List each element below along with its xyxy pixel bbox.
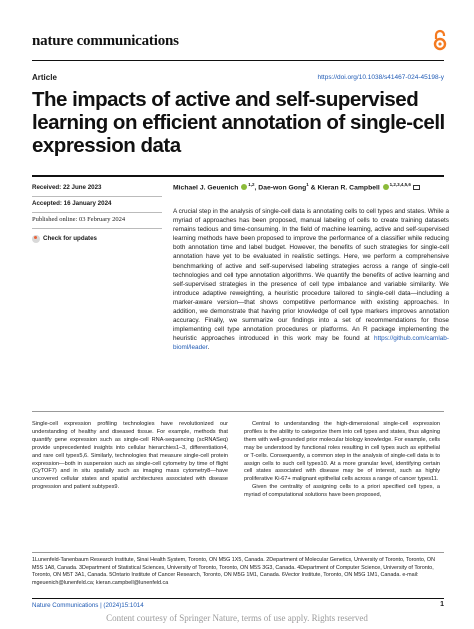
body-paragraph: Given the centrality of assigning cells to a priori specified cell types, a myriad of computational solutions have been proposed, (244, 484, 440, 499)
footer-rule (32, 598, 444, 599)
abstract-text: A crucial step in the analysis of single-cell data is annotating cells to cell types and states. While a myriad of approaches has been proposed, manual labeling of cells to create training datasets remains tedious and time-consuming. In the field of machine learning, active and self-supervised learning methods have been proposed to improve the performance of a classifier while reducing both annotation time and label budget. However, the benefits of such strategies for single-cell annotation have yet to be evaluated in realistic settings. Here, we perform a comprehensive benchmarking of active and self-supervised labeling strategies across a range of single-cell technologies and cell type annotation algorithms. We quantify the benefits of active learning and self-supervised strategies in the presence of cell type imbalance and variable similarity. We introduce adaptive reweighting, a heuristic procedure tailored to single-cell data—including a marker-aware version—that shows competitive performance with existing approaches. In addition, we demonstrate that having prior knowledge of cell type markers improves annotation accuracy. Finally, we summarize our findings into a set of recommendations for those implementing cell type annotation procedures or platforms. An R package implementing the heuristic approaches introduced in this work may be found at (173, 208, 450, 343)
body-paragraph: Single-cell expression profiling technologies have revolutionized our understanding of healthy and diseased tissue. For example, methods that quantify gene expression such as single-cell RNA-sequencing (scRNASeq) provide unprecedented insights into cellular hierarchies1–3, differentiation4, and rare cell types5,6. Similarly, technologies that measure single-cell protein expression—both in suspension such as single-cell cytometry by time of flight (CyTOF7) and in situ spatially such as imaging mass cytometry8—have uncovered cellular states and spatial architectures associated with disease progression and patient subtypes9. (32, 421, 228, 491)
citation: Nature Communications | (2024)15:1014 (32, 602, 144, 609)
abstract (173, 207, 449, 353)
published-date: Published online: 03 February 2024 (32, 213, 162, 229)
author-list (173, 182, 420, 191)
github-link[interactable]: https://github.com/camlab-bioml/leader (173, 335, 449, 352)
body-column-left (32, 421, 228, 492)
watermark: Content courtesy of Springer Nature, terms of use apply. Rights reserved (106, 613, 368, 623)
affiliation-ref: 1,2 (248, 182, 255, 187)
open-access-icon (433, 29, 447, 51)
affiliations: 1Lunenfeld-Tanenbaum Research Institute, Sinai Health System, Toronto, ON M5G 1X5, Canada. 2Department of Molecular Genetics, University of Toronto, Toronto, ON M5S 1A8, Canada. 3Department of Statistical Sciences, University of Toronto, Toronto, ON M5S 3G3, Canada. 4Department of Computer Science, University of Toronto, Toronto, ON M5T 3A1, Canada. 5Ontario Institute of Cancer Research, Toronto, ON M5G 1M1, Canada. 6Vector Institute, Toronto, ON M5G 1M1, Canada. e-mail: mgeuenich@lunenfeld.ca; kieran.campbell@lunenfeld.ca (32, 557, 436, 586)
author-name: Michael J. Geuenich (173, 184, 239, 192)
header-rule (32, 60, 444, 61)
check-updates-label: Check for updates (43, 235, 97, 242)
received-date: Received: 22 June 2023 (32, 181, 162, 197)
doi-link[interactable]: https://doi.org/10.1038/s41467-024-45198-y (317, 74, 444, 81)
page-number: 1 (440, 601, 444, 608)
affiliation-ref: 1 (306, 182, 309, 187)
affiliation-rule (32, 552, 444, 553)
journal-name: nature communications (32, 33, 179, 49)
article-title: The impacts of active and self-supervised learning on efficient annotation of single-cell expression data (32, 88, 445, 157)
abstract-end: . (207, 344, 210, 352)
body-paragraph: Central to understanding the high-dimensional single-cell expression profiles is the ability to categorize them into cell types and states, thus aligning them with well-grounded prior molecular biology knowledge. For example, cells may be understood by functional roles resulting in cell types such as epithelial or T-cells. Consequently, a common step in the analysis of single-cell data is to assign cells to such cell types10. At a more granular level, identifying certain cell states associated with disease may be of interest, such as highly proliferative Ki-67+ malignant epithelial cells across a range of cancer types11. (244, 421, 440, 483)
title-rule (32, 175, 444, 177)
abstract-rule (32, 411, 444, 412)
affiliation-ref: 1,2,3,4,5,6 (389, 182, 411, 187)
article-type: Article (32, 73, 57, 82)
email-icon[interactable] (413, 185, 420, 190)
accepted-date: Accepted: 16 January 2024 (32, 197, 162, 213)
orcid-icon[interactable] (383, 184, 389, 190)
author-name: & Kieran R. Campbell (308, 184, 380, 192)
check-updates-button[interactable] (32, 229, 162, 245)
orcid-icon[interactable] (241, 184, 247, 190)
author-name: , Dae-won Gong (254, 184, 307, 192)
check-updates-icon (32, 235, 40, 243)
body-column-right (244, 421, 440, 500)
article-dates (32, 181, 162, 245)
